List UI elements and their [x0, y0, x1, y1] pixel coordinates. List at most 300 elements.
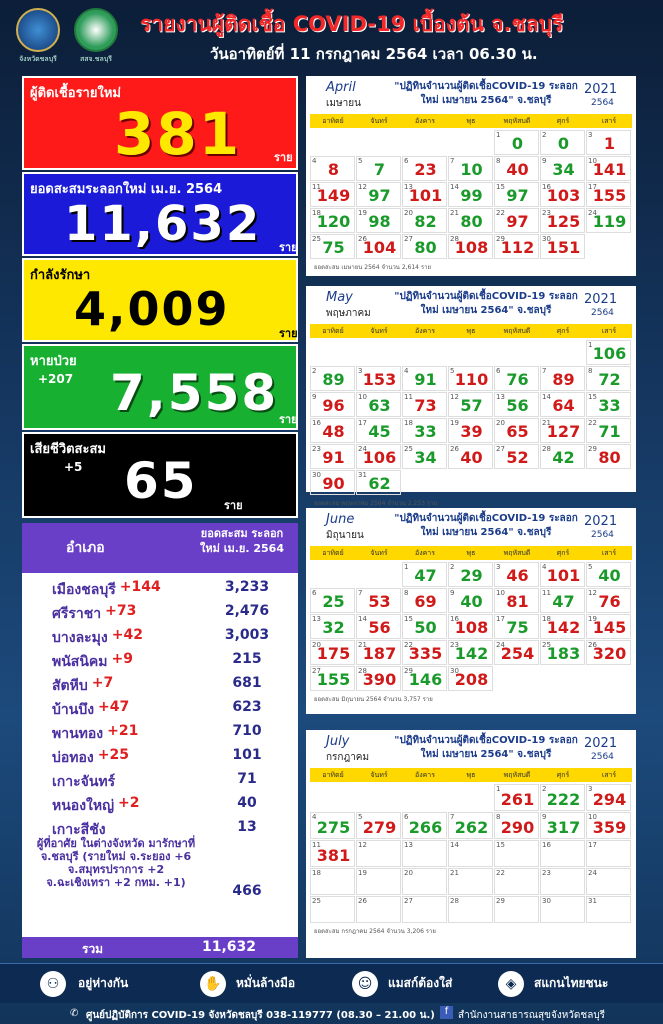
- contact-text: ศูนย์ปฏิบัติการ COVID-19 จังหวัดชลบุรี 038-119777 (08.30 – 21.00 น.): [86, 1010, 435, 1021]
- weekday-label: พฤหัสบดี: [503, 327, 531, 335]
- day-case-count: 266: [408, 818, 443, 837]
- district-cell: [52, 627, 143, 649]
- calendar-day: [402, 444, 447, 469]
- day-number: 12: [450, 393, 459, 401]
- day-case-count: 106: [362, 448, 397, 467]
- day-number: 22: [496, 209, 505, 217]
- calendar-year-ad: 2021: [584, 82, 618, 97]
- day-number: 18: [542, 615, 551, 623]
- day-number: 23: [450, 641, 459, 649]
- calendar-day: [402, 896, 447, 923]
- phone-icon: ✆: [70, 1008, 79, 1019]
- report-title: รายงานผู้ติดเชื้อ COVID-19 เบื้องต้น จ.ชลบุรี: [140, 12, 564, 36]
- calendar-year-ad: 2021: [584, 736, 618, 751]
- day-case-count: 142: [454, 644, 489, 663]
- day-case-count: 222: [546, 790, 581, 809]
- calendar-day: [540, 182, 585, 207]
- weekday-label: ศุกร์: [556, 771, 570, 779]
- day-case-count: 7: [373, 160, 386, 179]
- day-case-count: 381: [316, 846, 351, 865]
- day-case-count: 47: [552, 592, 575, 611]
- deaths-delta: +5: [64, 460, 83, 474]
- calendar-month-en: July: [326, 734, 350, 749]
- day-case-count: 187: [362, 644, 397, 663]
- day-number: 21: [450, 209, 459, 217]
- day-number: 5: [450, 367, 455, 375]
- district-name: บ้านบึง: [52, 702, 95, 718]
- weekday-label: พฤหัสบดี: [503, 549, 531, 557]
- day-number: 2: [542, 785, 547, 793]
- calendar-day: [402, 588, 447, 613]
- calendar-day: [310, 366, 355, 391]
- day-number: 24: [588, 209, 597, 217]
- district-total: 3,233: [224, 579, 270, 595]
- day-case-count: 101: [546, 566, 581, 585]
- day-number: 6: [404, 813, 409, 821]
- district-delta: +47: [98, 699, 130, 715]
- weekday-label: ศุกร์: [556, 549, 570, 557]
- weekday-label: เสาร์: [601, 771, 617, 779]
- table-row: [22, 793, 298, 815]
- day-number: 11: [312, 183, 321, 191]
- calendar-day: [310, 156, 355, 181]
- calendar-day: [586, 444, 631, 469]
- logo1-caption: จังหวัดชลบุรี: [19, 55, 57, 63]
- health-office-logo: [74, 8, 118, 52]
- calendar-title: "ปฏิทินจำนวนผู้ติดเชื้อCOVID-19 ระลอกใหม่ เมษายน 2564" จ.ชลบุรี: [394, 735, 578, 760]
- calendar-day: [494, 840, 539, 867]
- day-number: 14: [358, 615, 367, 623]
- cumulative-header: ยอดสะสม ระลอกใหม่ เม.ย. 2564: [200, 527, 284, 555]
- calendar-day: [448, 588, 493, 613]
- day-case-count: 50: [414, 618, 437, 637]
- calendar-day: [540, 392, 585, 417]
- new-cases-box: [22, 76, 298, 170]
- day-case-count: 145: [592, 618, 627, 637]
- treating-label: กำลังรักษา: [30, 268, 91, 283]
- day-number: 20: [312, 641, 321, 649]
- day-case-count: 262: [454, 818, 489, 837]
- district-cell: [52, 579, 161, 601]
- day-number: 28: [450, 897, 459, 905]
- day-number: 30: [542, 897, 551, 905]
- calendar-weekday-row: [310, 324, 632, 338]
- thaichana-icon: ◈: [498, 971, 524, 997]
- calendar-day: [586, 562, 631, 587]
- calendar-day: [356, 812, 401, 839]
- weekday-label: อาทิตย์: [322, 327, 344, 335]
- calendar-day: [402, 840, 447, 867]
- day-case-count: 65: [506, 422, 529, 441]
- footer-item-distance: อยู่ห่างกัน: [78, 976, 129, 990]
- footer-item-mask: แมสก์ต้องใส่: [388, 976, 453, 990]
- calendar-month-en: June: [326, 512, 355, 527]
- calendar-day: [540, 562, 585, 587]
- calendar-day: [586, 868, 631, 895]
- district-delta: +7: [91, 675, 114, 691]
- calendar-day: [586, 840, 631, 867]
- day-number: 21: [450, 869, 459, 877]
- day-case-count: 261: [500, 790, 535, 809]
- day-number: 17: [588, 841, 597, 849]
- day-number: 10: [358, 393, 367, 401]
- table-row: [22, 673, 298, 695]
- province-seal-logo: [16, 8, 60, 52]
- calendar-day: [586, 640, 631, 665]
- weekday-label: อังคาร: [415, 117, 435, 125]
- district-delta: +144: [119, 579, 161, 595]
- day-number: 11: [542, 589, 551, 597]
- calendar-day: [494, 640, 539, 665]
- calendar-day: [494, 208, 539, 233]
- day-number: 24: [496, 641, 505, 649]
- table-row: [22, 625, 298, 647]
- calendar-day: [310, 418, 355, 443]
- calendar-day: [448, 182, 493, 207]
- header: [0, 0, 663, 70]
- calendar-may: [306, 286, 636, 507]
- new-cases-unit: ราย: [274, 151, 293, 164]
- calendar-day: [540, 234, 585, 259]
- calendar-day: [402, 234, 447, 259]
- calendar-day: [356, 470, 401, 495]
- calendar-day: [448, 640, 493, 665]
- day-number: 18: [404, 419, 413, 427]
- calendar-year-be: 2564: [591, 530, 614, 540]
- day-number: 25: [312, 235, 321, 243]
- table-row: [22, 697, 298, 719]
- calendar-day: [402, 366, 447, 391]
- weekday-label: ศุกร์: [556, 327, 570, 335]
- day-number: 28: [358, 667, 367, 675]
- calendar-day: [494, 562, 539, 587]
- day-number: 17: [496, 615, 505, 623]
- calendar-july: [306, 730, 636, 958]
- day-number: 27: [496, 445, 505, 453]
- district-cell: [52, 603, 136, 625]
- district-total: 40: [237, 795, 257, 811]
- day-number: 4: [404, 367, 409, 375]
- calendar-day: [540, 156, 585, 181]
- calendar-year-ad: 2021: [584, 292, 618, 307]
- calendar-day: [310, 208, 355, 233]
- day-number: 22: [404, 641, 413, 649]
- calendar-weekday-row: [310, 114, 632, 128]
- day-case-count: 40: [460, 448, 483, 467]
- day-case-count: 76: [598, 592, 621, 611]
- weekday-label: จันทร์: [370, 117, 388, 125]
- day-number: 3: [588, 131, 593, 139]
- day-case-count: 125: [546, 212, 581, 231]
- day-case-count: 151: [546, 238, 581, 257]
- day-number: 21: [358, 641, 367, 649]
- day-case-count: 149: [316, 186, 351, 205]
- calendar-day: [540, 366, 585, 391]
- table-row: [22, 577, 298, 599]
- day-number: 26: [358, 235, 367, 243]
- day-number: 1: [404, 563, 409, 571]
- day-number: 8: [588, 367, 593, 375]
- day-number: 6: [496, 367, 501, 375]
- calendar-day: [494, 444, 539, 469]
- out-of-province-total: 466: [232, 883, 262, 899]
- calendar-day: [402, 182, 447, 207]
- calendar-day: [310, 392, 355, 417]
- day-number: 4: [312, 813, 317, 821]
- calendar-day: [310, 896, 355, 923]
- calendar-day: [402, 392, 447, 417]
- day-case-count: 80: [460, 212, 483, 231]
- day-number: 28: [450, 235, 459, 243]
- day-number: 11: [312, 841, 321, 849]
- day-number: 9: [542, 157, 547, 165]
- weekday-label: อังคาร: [415, 549, 435, 557]
- cumulative-label: ยอดสะสมระลอกใหม่ เม.ย. 2564: [30, 182, 223, 197]
- treating-value: 4,009: [74, 282, 230, 336]
- day-number: 3: [496, 563, 501, 571]
- district-name: พนัสนิคม: [52, 654, 108, 670]
- calendar-june: [306, 508, 636, 714]
- calendar-day: [356, 868, 401, 895]
- calendar-month-th: กรกฎาคม: [326, 752, 370, 763]
- day-number: 22: [588, 419, 597, 427]
- calendar-day: [448, 666, 493, 691]
- day-number: 20: [404, 869, 413, 877]
- day-case-count: 42: [552, 448, 575, 467]
- day-number: 29: [404, 667, 413, 675]
- treating-unit: ราย: [279, 327, 298, 340]
- calendar-day: [494, 392, 539, 417]
- day-case-count: 110: [454, 370, 489, 389]
- day-number: 10: [588, 157, 597, 165]
- day-number: 29: [496, 235, 505, 243]
- calendar-day: [310, 868, 355, 895]
- day-case-count: 279: [362, 818, 397, 837]
- calendar-month-th: เมษายน: [326, 98, 361, 109]
- district-name: บางละมุง: [52, 630, 108, 646]
- recovered-value: 7,558: [110, 364, 279, 422]
- day-case-count: 0: [511, 134, 524, 153]
- calendar-day: [402, 562, 447, 587]
- day-number: 23: [542, 209, 551, 217]
- calendar-month-en: May: [326, 290, 353, 305]
- calendar-month-th: พฤษภาคม: [326, 308, 371, 319]
- calendar-day: [494, 418, 539, 443]
- day-case-count: 40: [506, 160, 529, 179]
- deaths-box: [22, 432, 298, 518]
- day-case-count: 34: [552, 160, 575, 179]
- handwash-icon: ✋: [200, 971, 226, 997]
- calendar-day: [356, 182, 401, 207]
- day-case-count: 97: [368, 186, 391, 205]
- day-number: 8: [496, 157, 501, 165]
- deaths-value: 65: [124, 452, 198, 510]
- day-case-count: 103: [546, 186, 581, 205]
- recovered-label: หายป่วย: [30, 354, 77, 369]
- calendar-day: [402, 640, 447, 665]
- day-number: 8: [496, 813, 501, 821]
- day-number: 7: [358, 589, 363, 597]
- day-case-count: 89: [322, 370, 345, 389]
- day-number: 26: [358, 897, 367, 905]
- day-case-count: 40: [460, 592, 483, 611]
- day-case-count: 33: [414, 422, 437, 441]
- calendar-day: [448, 840, 493, 867]
- calendar-footer: ยอดสะสม พฤษภาคม 2564 จำนวน 2,253 ราย: [314, 500, 437, 507]
- day-case-count: 75: [506, 618, 529, 637]
- day-number: 1: [496, 131, 501, 139]
- day-case-count: 57: [460, 396, 483, 415]
- calendar-day: [586, 614, 631, 639]
- out-of-province-note: ผู้ที่อาศัย ในต่างจังหวัด มารักษาที่ จ.ชลบุรี (รายใหม่ จ.ระยอง +6 จ.สมุทรปราการ +2 จ.ฉะเชิงเทรา +2 กทม. +1): [36, 837, 196, 889]
- day-number: 31: [588, 897, 597, 905]
- day-number: 4: [312, 157, 317, 165]
- district-header: อำเภอ: [66, 540, 105, 556]
- day-case-count: 390: [362, 670, 397, 689]
- calendar-day: [310, 812, 355, 839]
- calendar-day: [356, 156, 401, 181]
- recovered-delta: +207: [38, 372, 74, 386]
- day-case-count: 47: [414, 566, 437, 585]
- logo2-caption: สสจ.ชลบุรี: [79, 55, 113, 63]
- day-number: 13: [404, 841, 413, 849]
- day-number: 5: [588, 563, 593, 571]
- day-number: 12: [358, 183, 367, 191]
- calendar-day: [448, 366, 493, 391]
- day-number: 8: [404, 589, 409, 597]
- day-case-count: 89: [552, 370, 575, 389]
- day-case-count: 53: [368, 592, 391, 611]
- calendar-day: [402, 666, 447, 691]
- calendar-day: [310, 666, 355, 691]
- calendar-day: [586, 418, 631, 443]
- day-number: 17: [358, 419, 367, 427]
- calendar-day: [448, 812, 493, 839]
- recovered-box: [22, 344, 298, 430]
- day-number: 17: [588, 183, 597, 191]
- page-name[interactable]: สำนักงานสาธารณสุขจังหวัดชลบุรี: [458, 1010, 606, 1021]
- day-case-count: 90: [322, 474, 345, 493]
- day-number: 27: [404, 235, 413, 243]
- day-number: 16: [312, 419, 321, 427]
- day-case-count: 99: [460, 186, 483, 205]
- mask-icon: ☺: [352, 971, 378, 997]
- day-case-count: 96: [322, 396, 345, 415]
- day-number: 29: [588, 445, 597, 453]
- day-case-count: 112: [500, 238, 535, 257]
- calendar-day: [494, 182, 539, 207]
- calendar-title: "ปฏิทินจำนวนผู้ติดเชื้อCOVID-19 ระลอกใหม่ เมษายน 2564" จ.ชลบุรี: [394, 81, 578, 106]
- day-case-count: 40: [598, 566, 621, 585]
- report-date: วันอาทิตย์ที่ 11 กรกฎาคม 2564 เวลา 06.30 น.: [210, 45, 538, 63]
- table-row: [22, 745, 298, 767]
- day-case-count: 72: [598, 370, 621, 389]
- calendar-day: [448, 614, 493, 639]
- district-total: 215: [232, 651, 262, 667]
- calendar-day: [494, 234, 539, 259]
- day-number: 14: [450, 841, 459, 849]
- table-row: [22, 601, 298, 623]
- calendar-year-be: 2564: [591, 98, 614, 108]
- district-cell: [52, 747, 129, 769]
- calendar-day: [448, 392, 493, 417]
- day-case-count: 97: [506, 212, 529, 231]
- calendar-day: [402, 812, 447, 839]
- day-case-count: 127: [546, 422, 581, 441]
- distance-icon: ⚇: [40, 971, 66, 997]
- calendar-day: [448, 896, 493, 923]
- calendar-day: [586, 392, 631, 417]
- day-number: 1: [496, 785, 501, 793]
- weekday-label: พุธ: [466, 117, 476, 125]
- day-case-count: 81: [506, 592, 529, 611]
- day-number: 30: [312, 471, 321, 479]
- calendar-day: [402, 868, 447, 895]
- weekday-label: อังคาร: [415, 771, 435, 779]
- calendar-day: [356, 208, 401, 233]
- weekday-label: เสาร์: [601, 327, 617, 335]
- district-name: เมืองชลบุรี: [52, 582, 116, 598]
- day-number: 5: [358, 813, 363, 821]
- calendar-day: [586, 812, 631, 839]
- calendar-day: [586, 130, 631, 155]
- day-case-count: 320: [592, 644, 627, 663]
- day-number: 14: [450, 183, 459, 191]
- day-case-count: 335: [408, 644, 443, 663]
- day-number: 5: [358, 157, 363, 165]
- day-case-count: 91: [414, 370, 437, 389]
- weekday-label: เสาร์: [601, 117, 617, 125]
- calendar-day: [586, 588, 631, 613]
- day-case-count: 101: [408, 186, 443, 205]
- facebook-icon: f: [440, 1006, 453, 1019]
- calendar-day: [540, 840, 585, 867]
- day-number: 2: [312, 367, 317, 375]
- day-number: 19: [358, 869, 367, 877]
- calendar-day: [356, 366, 401, 391]
- calendar-day: [540, 130, 585, 155]
- calendar-footer: ยอดสะสม เมษายน 2564 จำนวน 2,614 ราย: [314, 264, 432, 271]
- district-total: 681: [232, 675, 262, 691]
- day-case-count: 48: [322, 422, 345, 441]
- day-number: 30: [450, 667, 459, 675]
- day-case-count: 76: [506, 370, 529, 389]
- day-case-count: 290: [500, 818, 535, 837]
- calendar-april: [306, 76, 636, 276]
- total-label: รวม: [82, 942, 104, 956]
- day-number: 2: [450, 563, 455, 571]
- day-case-count: 108: [454, 618, 489, 637]
- day-case-count: 97: [506, 186, 529, 205]
- calendar-day: [494, 614, 539, 639]
- day-case-count: 34: [414, 448, 437, 467]
- day-case-count: 32: [322, 618, 345, 637]
- day-case-count: 155: [592, 186, 627, 205]
- day-case-count: 73: [414, 396, 437, 415]
- day-number: 31: [358, 471, 367, 479]
- weekday-label: เสาร์: [601, 549, 617, 557]
- calendar-day: [540, 868, 585, 895]
- district-cell: [52, 771, 119, 793]
- day-case-count: 98: [368, 212, 391, 231]
- weekday-label: อาทิตย์: [322, 549, 344, 557]
- day-case-count: 0: [557, 134, 570, 153]
- calendar-title: "ปฏิทินจำนวนผู้ติดเชื้อCOVID-19 ระลอกใหม่ เมษายน 2564" จ.ชลบุรี: [394, 513, 578, 538]
- table-row: [22, 721, 298, 743]
- day-case-count: 155: [316, 670, 351, 689]
- day-number: 15: [588, 393, 597, 401]
- calendar-day: [540, 444, 585, 469]
